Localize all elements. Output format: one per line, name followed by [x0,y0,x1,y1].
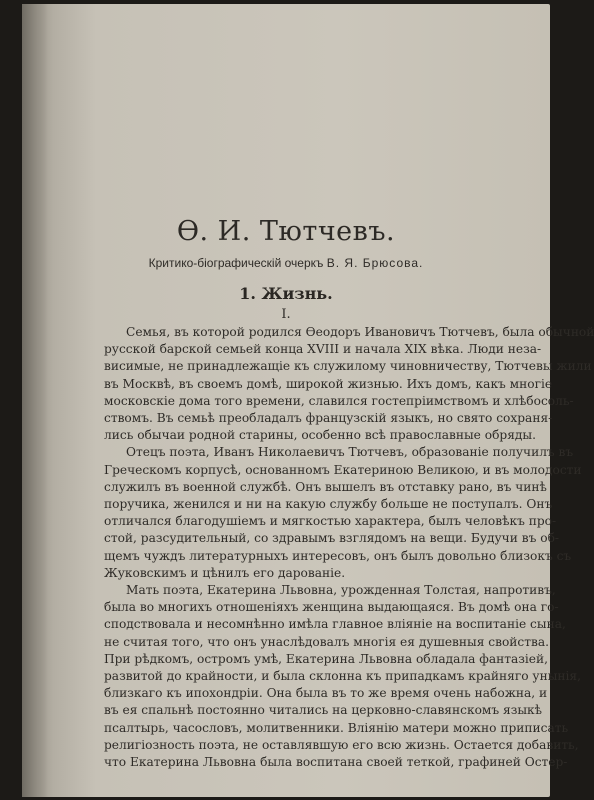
paragraph [104,582,581,771]
text-line: служилъ въ военной службѣ. Онъ вышелъ въ отставку рано, въ чинѣ [104,479,547,494]
text-line: щемъ чуждъ литературныхъ интересовъ, онъ былъ довольно близокъ съ [104,548,572,563]
subtitle [22,256,550,270]
text-line: отличался благодушіемъ и мягкостью характера, былъ человѣкъ про- [104,514,557,529]
text-line: Семья, въ которой родился Ѳеодоръ Ивановичъ Тютчевъ, была обычной [126,325,594,339]
text-line: развитой до крайности, и была склонна къ припадкамъ крайняго унынія, [104,669,581,684]
text-line: Греческомъ корпусѣ, основанномъ Екатериною Великою, и въ молодости [104,462,582,477]
text-line: Отецъ поэта, Иванъ Николаевичъ Тютчевъ, образованіе получилъ въ [126,445,574,460]
paragraph [104,324,594,444]
subtitle-author: В. Я. Брюсова. [326,256,424,270]
body-text [104,324,594,771]
text-line: въ Москвѣ, въ своемъ домѣ, широкой жизнью. Ихъ домъ, какъ многіе [104,376,553,391]
text-line: ствомъ. Въ семьѣ преобладалъ французскій языкъ, но свято сохраня- [104,411,553,426]
chapter-numeral: I. [281,307,291,322]
page-title: Ѳ. И. Тютчевъ. [176,216,396,247]
text-line: русской барской семьей конца XVIII и начала XIX вѣка. Люди неза- [104,342,542,357]
text-line: Жуковскимъ и цѣнилъ его дарованіе. [104,565,346,580]
text-line: не считая того, что онъ унаслѣдовалъ многія ея душевныя свойства. [104,634,549,649]
text-line: Мать поэта, Екатерина Львовна, урожденная Толстая, напротивъ, [126,583,556,598]
text-line: въ ея спальнѣ постоянно читались на церковно-славянскомъ языкѣ [104,703,543,718]
text-line: сподствовала и несомнѣнно имѣла главное вліяніе на воспитаніе сына, [104,617,566,632]
text-line: псалтырь, часословъ, молитвенники. Вліянію матери можно приписать [104,720,569,735]
text-line: близкаго къ ипохондріи. Она была въ то же время очень набожна, и [104,686,548,701]
section-heading: 1. Жизнь. [239,284,333,303]
subtitle-text: Критико-біографическій очеркъ [148,256,324,270]
text-line: висимые, не принадлежащіе къ служилому чиновничеству, Тютчевы жили [104,359,592,374]
book-page [22,4,594,797]
text-line: При рѣдкомъ, остромъ умѣ, Екатерина Львовна обладала фантазіей, [104,651,548,666]
text-line: что Екатерина Львовна была воспитана своей теткой, графиней Остер- [104,755,568,770]
text-line: была во многихъ отношеніяхъ женщина выдающаяся. Въ домѣ она го- [104,600,559,615]
text-line: лись обычаи родной старины, особенно всѣ православные обряды. [104,428,536,443]
text-line: московскіе дома того времени, славился гостепріимствомъ и хлѣбосоль- [104,393,574,408]
text-line: поручика, женился и ни на какую службу больше не поступалъ. Онъ [104,497,553,512]
text-line: религіозность поэта, не оставлявшую его всю жизнь. Остается добавить, [104,737,579,752]
page-binding-shadow [22,4,48,797]
paragraph [104,444,582,582]
text-line: стой, разсудительный, со здравымъ взглядомъ на вещи. Будучи въ об- [104,531,560,546]
